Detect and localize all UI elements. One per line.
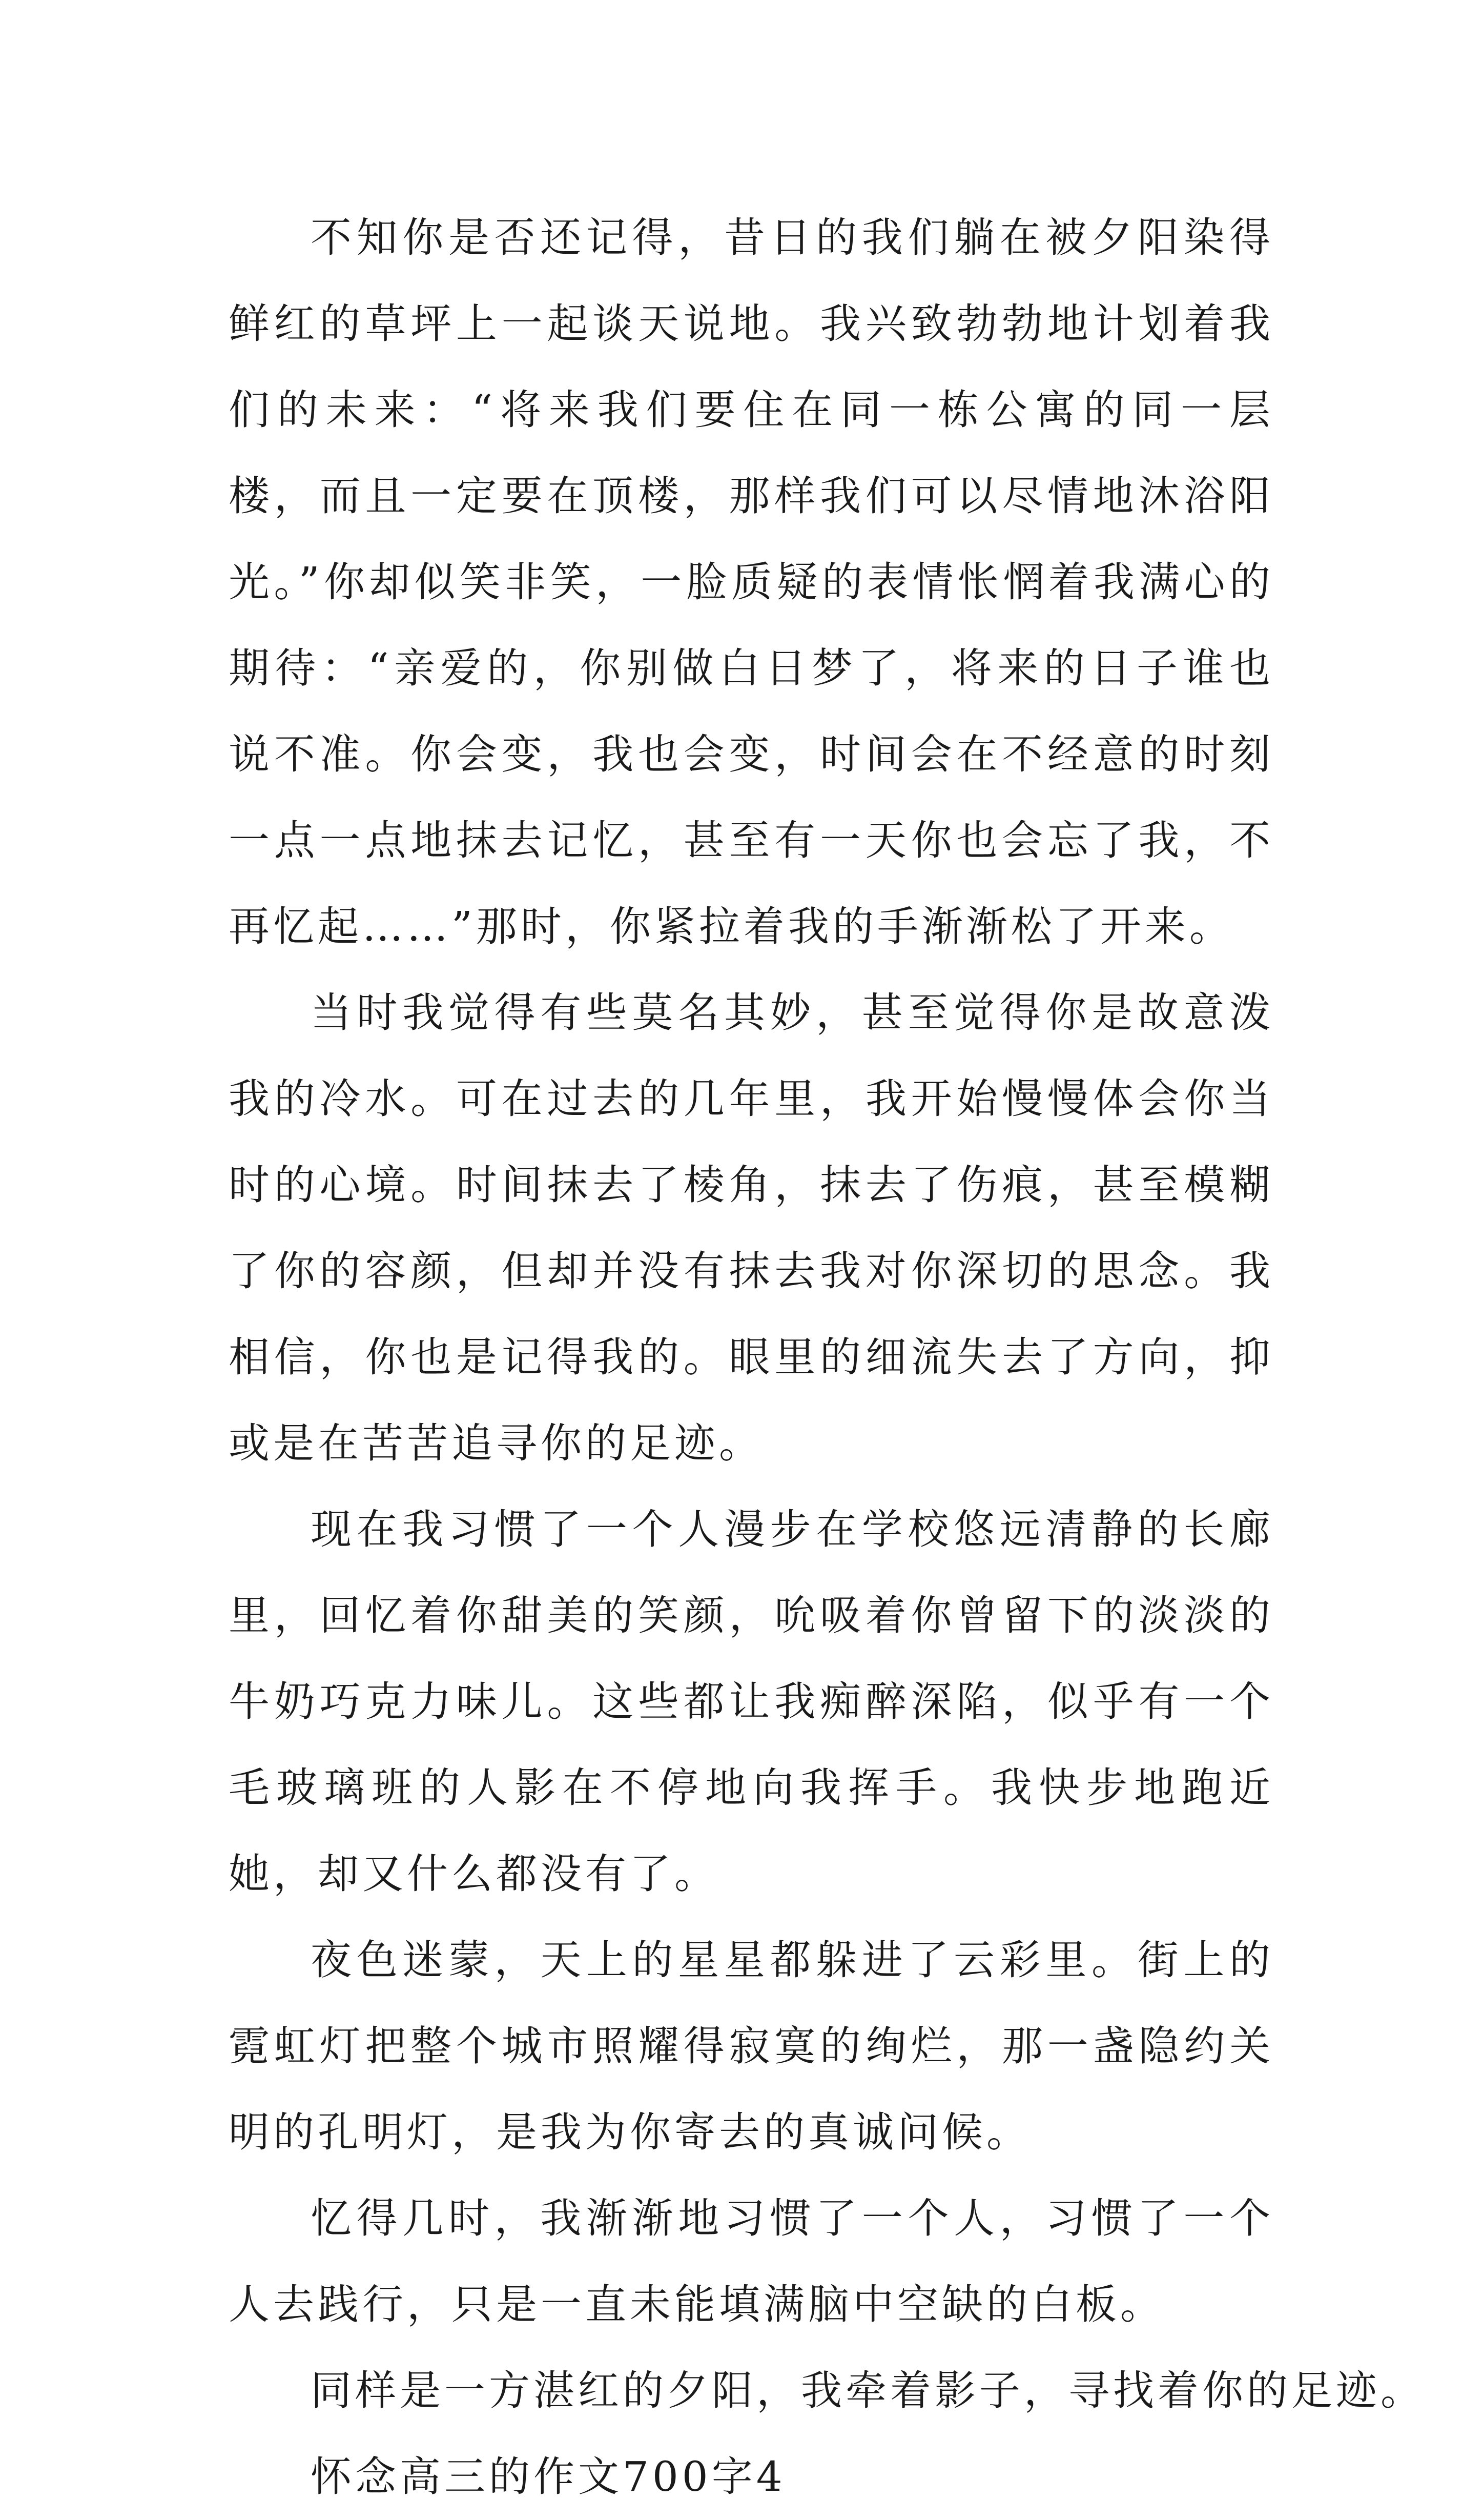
paragraph-3: 现在我习惯了一个人漫步在学校悠远清静的长廊里，回忆着你甜美的笑颜，吮吸着你曾留下的淡淡的牛奶巧克力味儿。这些都让我痴醉深陷，似乎有一个毛玻璃班的人影在不停地向我挥手。我快步地跑近她，却又什么都没有了。 <box>229 1506 1274 1898</box>
essay-body <box>229 195 1425 2520</box>
paragraph-4: 夜色迷蒙，天上的星星都躲进了云彩里。街上的霓虹灯把整个城市照耀得寂寞的绚烂，那一盏隐约关明的孔明灯，是我为你寄去的真诚问候。 <box>229 1936 1274 2156</box>
paragraph-6: 同样是一方湛红的夕阳，我牵着影子，寻找着你的足迹。 <box>311 2367 1425 2414</box>
paragraph-5: 忆得几时，我渐渐地习惯了一个人，习惯了一个人去践行，只是一直未能填满脑中空缺的白板。 <box>229 2194 1274 2328</box>
paragraph-2: 当时我觉得有些莫名其妙，甚至觉得你是故意泼我的冷水。可在过去的几年里，我开始慢慢体会你当时的心境。时间抹去了棱角，抹去了伤痕，甚至模糊了你的容颜，但却并没有抹去我对你深切的思念。我相信，你也是记得我的。眼里的细流失去了方向，抑或是在苦苦追寻你的足迹。 <box>229 989 1274 1467</box>
section-heading: 怀念高三的作文700字4 <box>311 2453 786 2501</box>
paragraph-1: 不知你是否还记得，昔日的我们躺在被夕阳染得鲜红的草坪上一起谈天说地。我兴致勃勃地计划着我们的未来：“将来我们要住在同一栋公寓的同一层楼，而且一定要在顶楼，那样我们可以尽情地沐浴阳光。”你却似笑非笑，一脸质疑的表情怅惘着我满心的期待：“亲爱的，你别做白日梦了，将来的日子谁也说不准。你会变，我也会变，时间会在不经意的时刻一点一点地抹去记忆，甚至有一天你也会忘了我，不再忆起……”那时，你紧拉着我的手渐渐松了开来。 <box>229 214 1274 950</box>
